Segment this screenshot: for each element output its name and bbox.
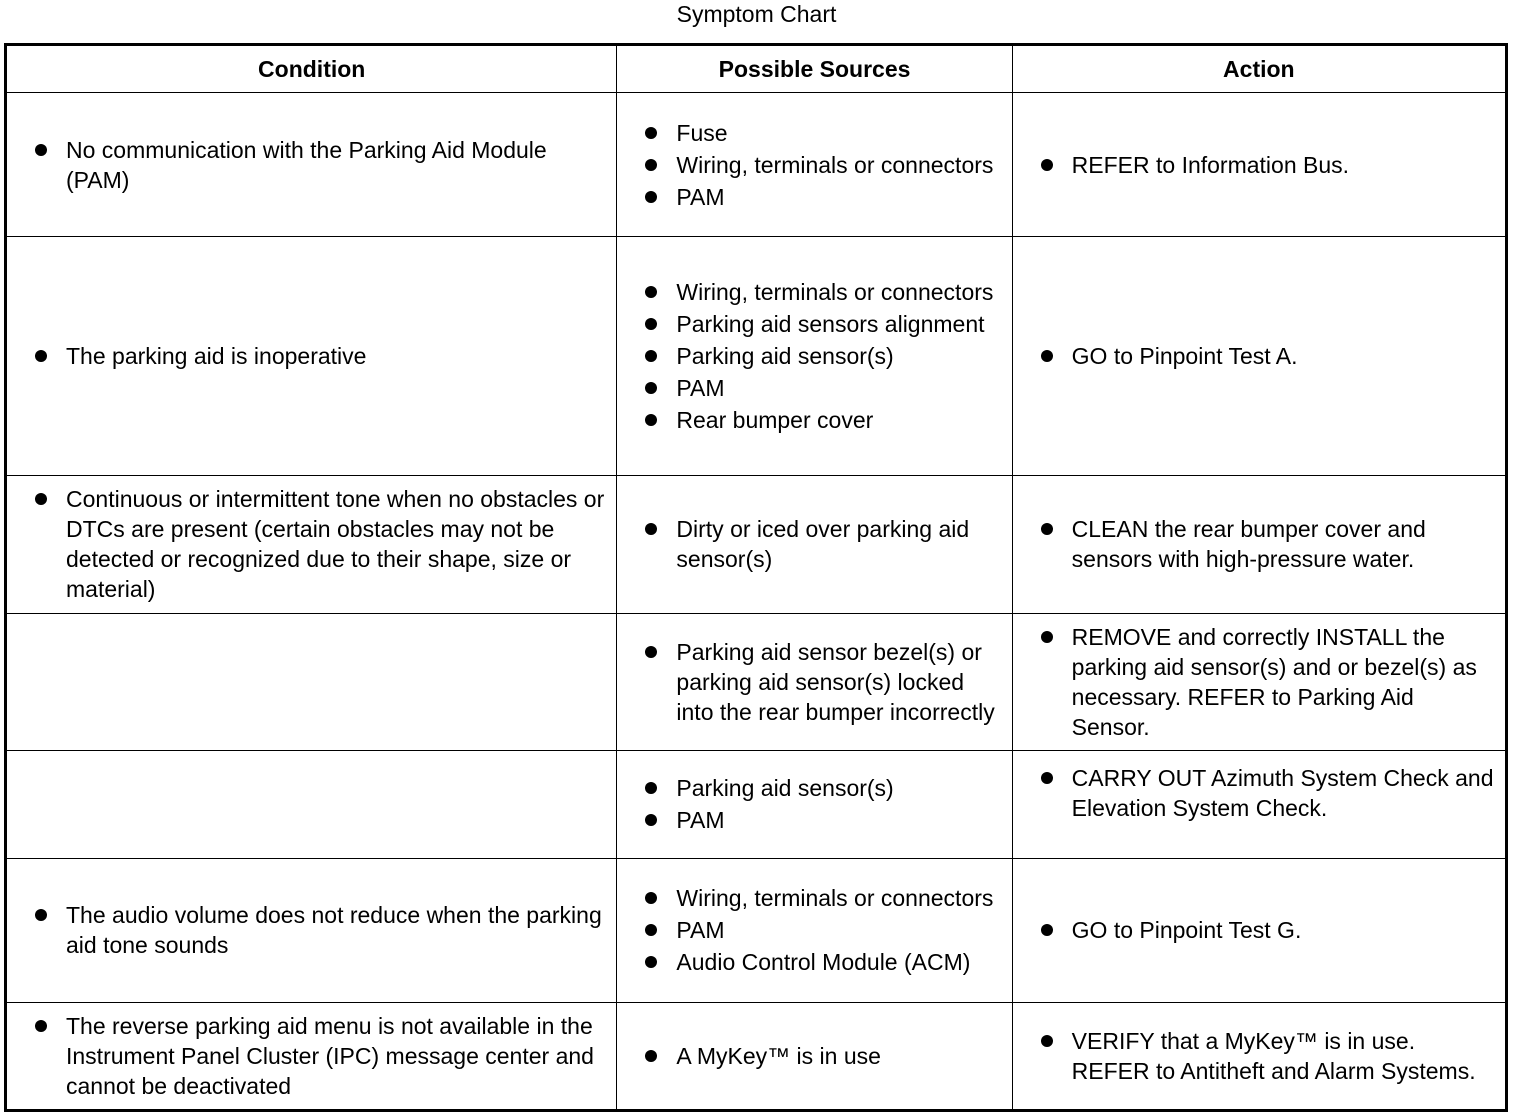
table-row (6, 1002, 1507, 1110)
list-item: GO to Pinpoint Test A. (1040, 341, 1497, 371)
action-cell (1012, 1002, 1506, 1110)
action-cell (1012, 237, 1506, 476)
table-row (6, 476, 1507, 613)
list-item: The reverse parking aid menu is not available in the Instrument Panel Cluster (IPC) message center and cannot be deactivated (34, 1011, 608, 1101)
list-item: CLEAN the rear bumper cover and sensors with high-pressure water. (1040, 514, 1497, 574)
list-item: No communication with the Parking Aid Module (PAM) (34, 135, 608, 195)
list-item: The audio volume does not reduce when the parking aid tone sounds (34, 900, 608, 960)
list-item: PAM (644, 805, 1003, 835)
table-row (6, 613, 1507, 750)
table-row (6, 858, 1507, 1002)
sources-cell (617, 613, 1012, 750)
list-item: CARRY OUT Azimuth System Check and Elevation System Check. (1040, 763, 1497, 823)
action-cell (1012, 858, 1506, 1002)
list-item: Rear bumper cover (644, 405, 1003, 435)
condition-cell (6, 476, 617, 613)
sources-cell (617, 237, 1012, 476)
list-item: Audio Control Module (ACM) (644, 947, 1003, 977)
table-row (6, 237, 1507, 476)
list-item: Fuse (644, 118, 1003, 148)
sources-cell (617, 476, 1012, 613)
condition-cell (6, 93, 617, 237)
list-item: PAM (644, 915, 1003, 945)
action-cell (1012, 476, 1506, 613)
list-item: GO to Pinpoint Test G. (1040, 915, 1497, 945)
sources-cell (617, 93, 1012, 237)
sources-cell (617, 750, 1012, 858)
list-item: REMOVE and correctly INSTALL the parking aid sensor(s) and or bezel(s) as necessary. REFER to Parking Aid Sensor. (1040, 622, 1497, 742)
header-possible-sources: Possible Sources (617, 45, 1012, 93)
list-item: PAM (644, 373, 1003, 403)
sources-cell (617, 1002, 1012, 1110)
sources-cell (617, 858, 1012, 1002)
list-item: The parking aid is inoperative (34, 341, 608, 371)
action-cell (1012, 750, 1506, 858)
condition-cell (6, 1002, 617, 1110)
header-condition: Condition (6, 45, 617, 93)
list-item: Wiring, terminals or connectors (644, 883, 1003, 913)
list-item: VERIFY that a MyKey™ is in use. REFER to Antitheft and Alarm Systems. (1040, 1026, 1497, 1086)
condition-cell (6, 613, 617, 750)
page-title: Symptom Chart (676, 1, 837, 27)
header-row (6, 45, 1507, 93)
symptom-chart-table (4, 43, 1508, 1112)
table-row (6, 93, 1507, 237)
list-item: Dirty or iced over parking aid sensor(s) (644, 514, 1003, 574)
list-item: PAM (644, 182, 1003, 212)
list-item: A MyKey™ is in use (644, 1041, 1003, 1071)
list-item: Wiring, terminals or connectors (644, 150, 1003, 180)
table-row (6, 750, 1507, 858)
action-cell (1012, 93, 1506, 237)
list-item: Parking aid sensors alignment (644, 309, 1003, 339)
header-action: Action (1012, 45, 1506, 93)
list-item: Parking aid sensor bezel(s) or parking aid sensor(s) locked into the rear bumper incorrectly (644, 637, 1003, 727)
list-item: Parking aid sensor(s) (644, 773, 1003, 803)
list-item: Continuous or intermittent tone when no obstacles or DTCs are present (certain obstacles may not be detected or recognized due to their shape, size or material) (34, 484, 608, 604)
condition-cell (6, 750, 617, 858)
condition-cell (6, 858, 617, 1002)
action-cell (1012, 613, 1506, 750)
list-item: Wiring, terminals or connectors (644, 277, 1003, 307)
condition-cell (6, 237, 617, 476)
list-item: Parking aid sensor(s) (644, 341, 1003, 371)
list-item: REFER to Information Bus. (1040, 150, 1497, 180)
